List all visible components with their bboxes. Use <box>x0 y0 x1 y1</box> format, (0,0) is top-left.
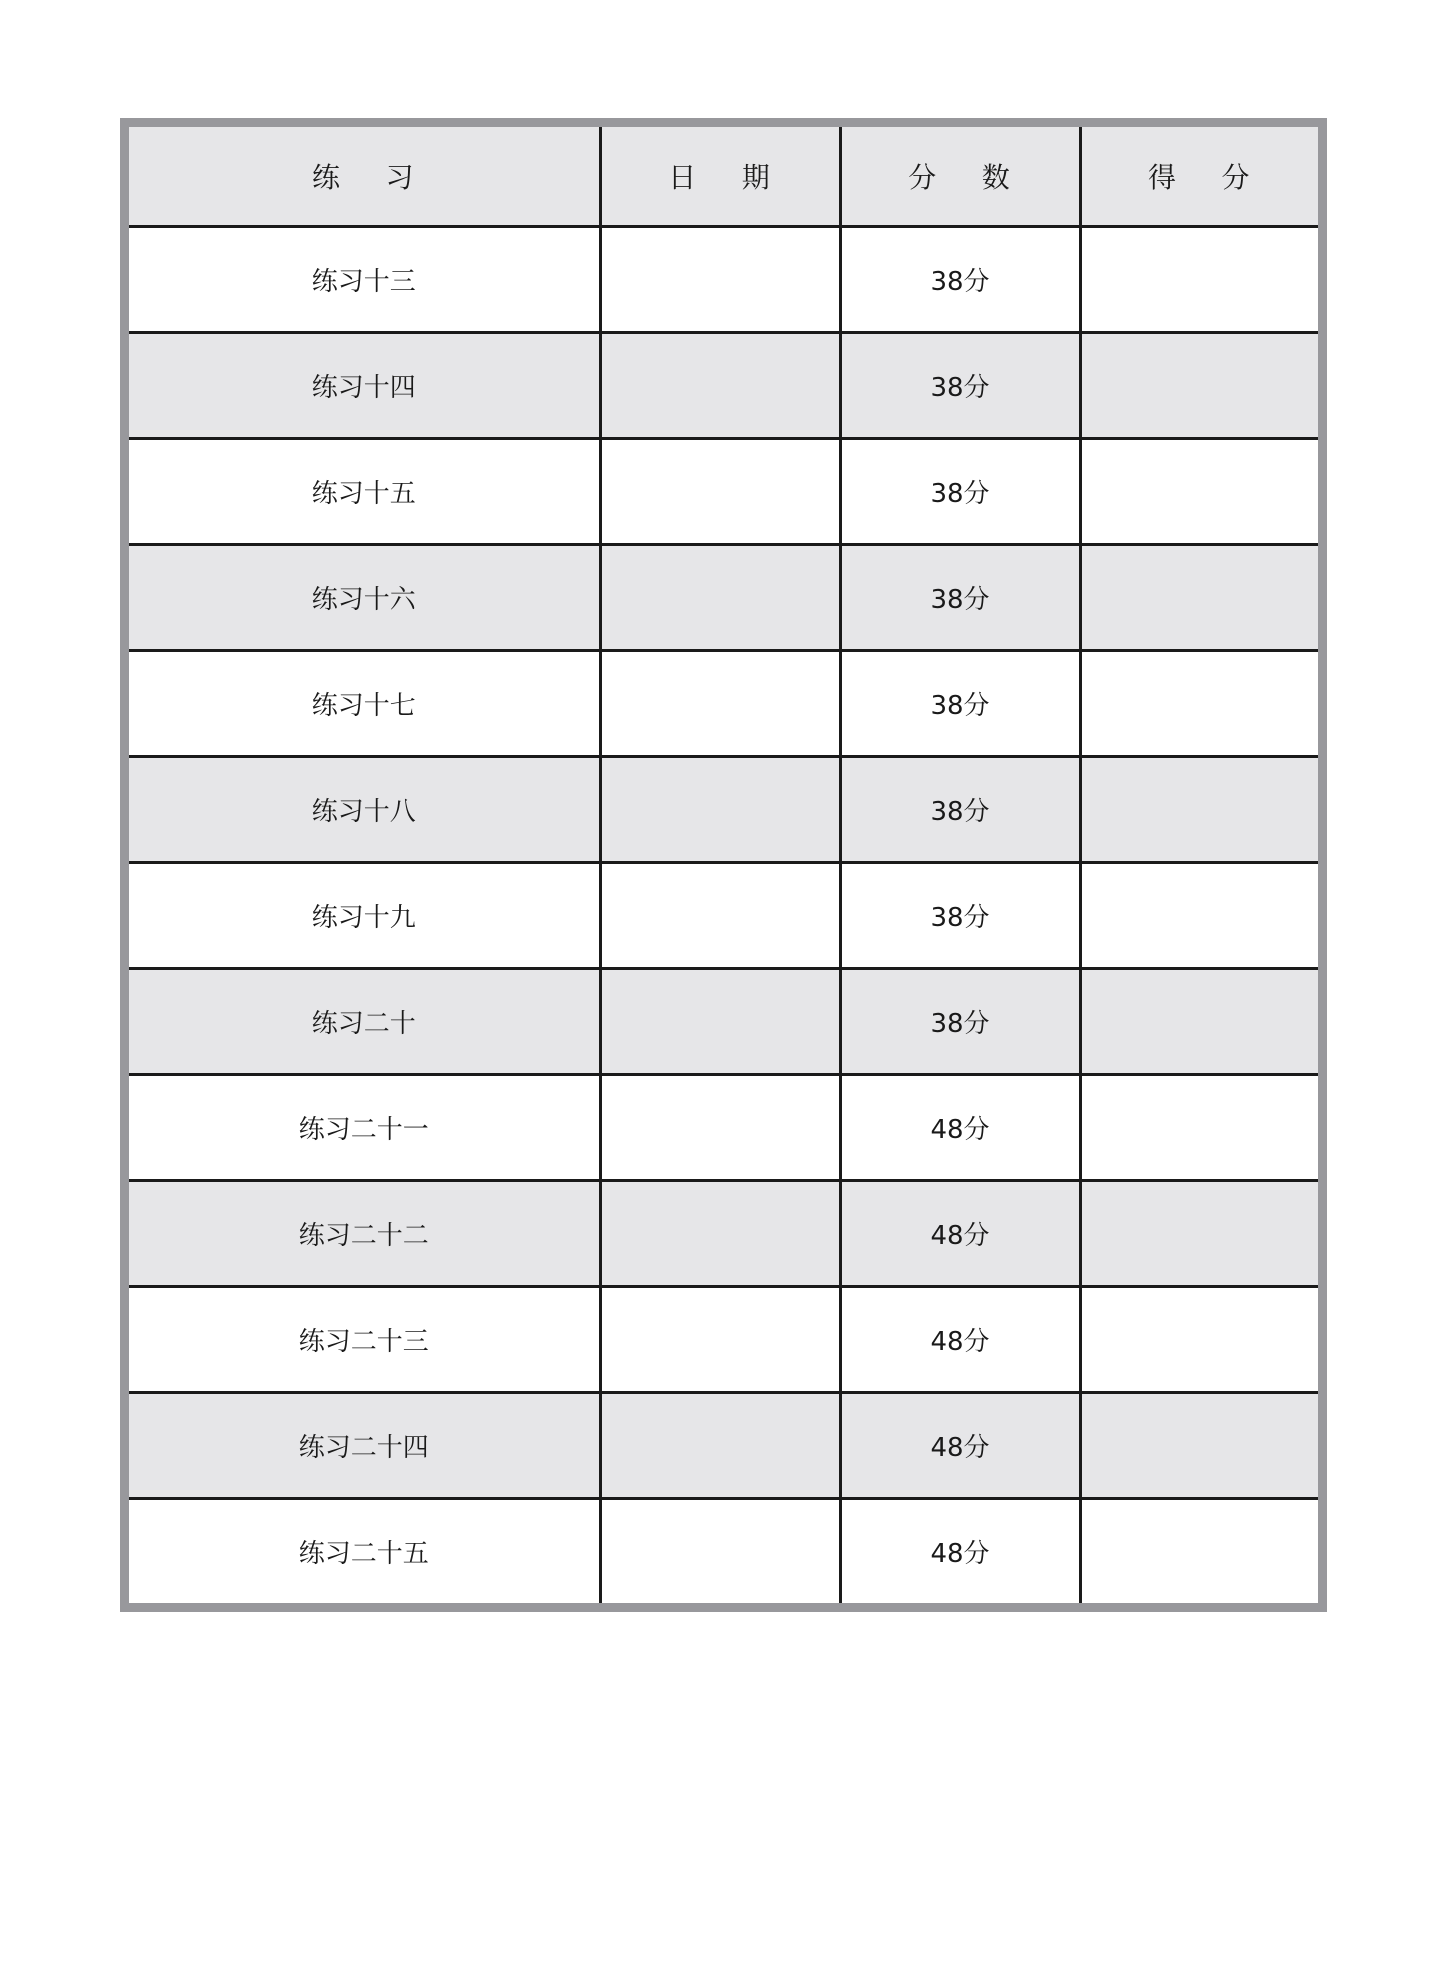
score-cell[interactable] <box>1080 439 1318 545</box>
exercise-cell: 练习二十五 <box>129 1499 600 1604</box>
date-cell[interactable] <box>600 439 840 545</box>
points-cell: 48分 <box>840 1181 1080 1287</box>
table-row <box>129 1287 1318 1393</box>
exercise-cell: 练习十三 <box>129 227 600 333</box>
points-cell: 38分 <box>840 333 1080 439</box>
points-cell: 48分 <box>840 1393 1080 1499</box>
exercise-cell: 练习十四 <box>129 333 600 439</box>
date-cell[interactable] <box>600 757 840 863</box>
date-cell[interactable] <box>600 227 840 333</box>
score-cell[interactable] <box>1080 1393 1318 1499</box>
points-cell: 38分 <box>840 439 1080 545</box>
header-date: 日 期 <box>600 127 840 227</box>
table-row <box>129 757 1318 863</box>
score-cell[interactable] <box>1080 1181 1318 1287</box>
exercise-cell: 练习十九 <box>129 863 600 969</box>
header-exercise: 练 习 <box>129 127 600 227</box>
score-cell[interactable] <box>1080 1075 1318 1181</box>
points-cell: 48分 <box>840 1287 1080 1393</box>
header-points: 分 数 <box>840 127 1080 227</box>
exercise-cell: 练习十七 <box>129 651 600 757</box>
exercise-cell: 练习二十四 <box>129 1393 600 1499</box>
exercise-cell: 练习十五 <box>129 439 600 545</box>
exercise-cell: 练习二十 <box>129 969 600 1075</box>
date-cell[interactable] <box>600 969 840 1075</box>
date-cell[interactable] <box>600 651 840 757</box>
table-row <box>129 1181 1318 1287</box>
table-row <box>129 1499 1318 1604</box>
date-cell[interactable] <box>600 1393 840 1499</box>
date-cell[interactable] <box>600 333 840 439</box>
table-row <box>129 863 1318 969</box>
score-cell[interactable] <box>1080 545 1318 651</box>
table-row <box>129 439 1318 545</box>
table-row <box>129 1075 1318 1181</box>
points-cell: 38分 <box>840 227 1080 333</box>
table-row <box>129 545 1318 651</box>
date-cell[interactable] <box>600 1181 840 1287</box>
score-cell[interactable] <box>1080 333 1318 439</box>
score-cell[interactable] <box>1080 863 1318 969</box>
header-score: 得 分 <box>1080 127 1318 227</box>
points-cell: 48分 <box>840 1499 1080 1604</box>
points-cell: 38分 <box>840 757 1080 863</box>
score-table-frame <box>120 118 1327 1612</box>
date-cell[interactable] <box>600 863 840 969</box>
exercise-cell: 练习二十一 <box>129 1075 600 1181</box>
table-row <box>129 1393 1318 1499</box>
table-row <box>129 969 1318 1075</box>
date-cell[interactable] <box>600 1075 840 1181</box>
date-cell[interactable] <box>600 1499 840 1604</box>
score-cell[interactable] <box>1080 227 1318 333</box>
score-cell[interactable] <box>1080 651 1318 757</box>
points-cell: 38分 <box>840 545 1080 651</box>
points-cell: 38分 <box>840 969 1080 1075</box>
table-row <box>129 651 1318 757</box>
date-cell[interactable] <box>600 545 840 651</box>
points-cell: 38分 <box>840 651 1080 757</box>
score-cell[interactable] <box>1080 757 1318 863</box>
points-cell: 48分 <box>840 1075 1080 1181</box>
exercise-cell: 练习十六 <box>129 545 600 651</box>
table-row <box>129 227 1318 333</box>
score-cell[interactable] <box>1080 1499 1318 1604</box>
points-cell: 38分 <box>840 863 1080 969</box>
score-cell[interactable] <box>1080 1287 1318 1393</box>
score-cell[interactable] <box>1080 969 1318 1075</box>
date-cell[interactable] <box>600 1287 840 1393</box>
exercise-cell: 练习二十三 <box>129 1287 600 1393</box>
exercise-cell: 练习十八 <box>129 757 600 863</box>
score-table <box>129 127 1318 1603</box>
table-row <box>129 333 1318 439</box>
exercise-cell: 练习二十二 <box>129 1181 600 1287</box>
header-row <box>129 127 1318 227</box>
